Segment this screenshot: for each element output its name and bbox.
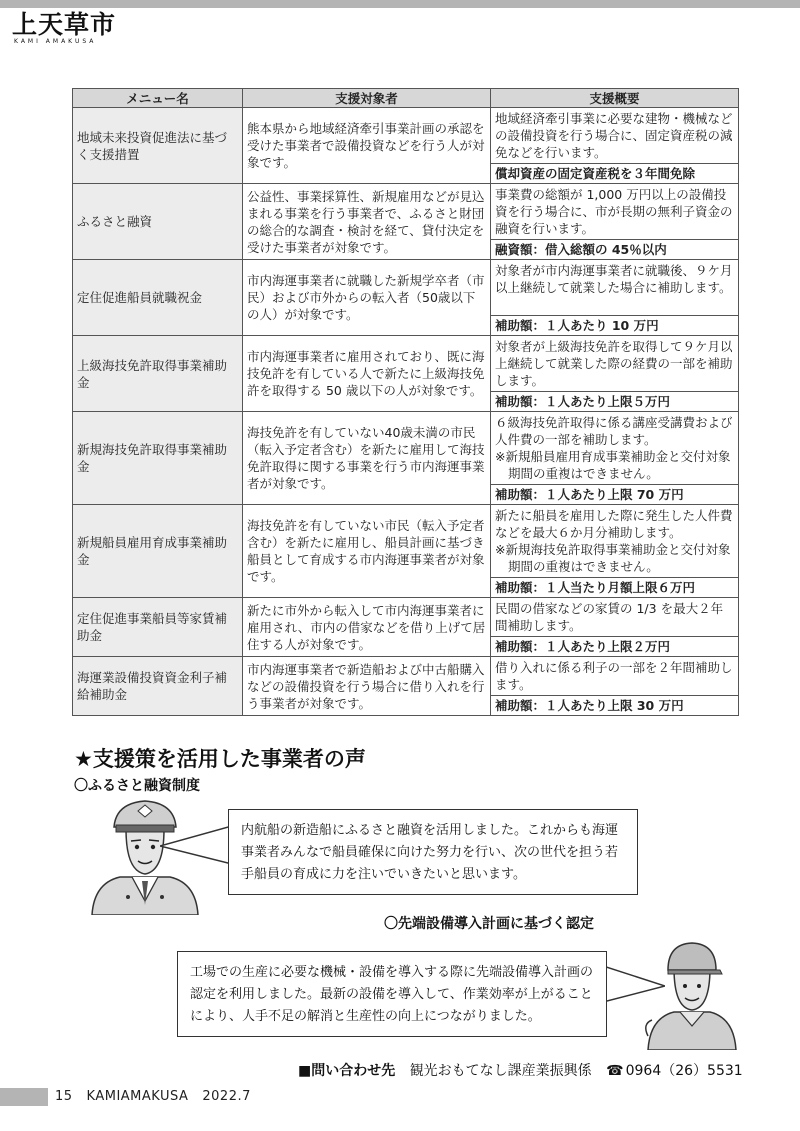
summary-text: 民間の借家などの家賃の 1/3 を最大２年間補助します。 bbox=[495, 601, 724, 633]
summary-note: ※新規海技免許取得事業補助金と交付対象期間の重複はできません。 bbox=[495, 542, 731, 574]
table-row bbox=[73, 657, 739, 696]
summary-cell bbox=[491, 505, 739, 578]
menu-name-cell: 地域未来投資促進法に基づく支援措置 bbox=[73, 108, 243, 184]
summary-text: 地域経済牽引事業に必要な建物・機械などの設備投資を行う場合に、固定資産税の減免などを行います。 bbox=[495, 111, 733, 160]
summary-cell bbox=[491, 260, 739, 316]
contact-label: ■問い合わせ先 bbox=[298, 1063, 396, 1079]
target-cell: 新たに市外から転入して市内海運事業者に雇用され、市内の借家などを借り上げて居住する人が対象です。 bbox=[243, 598, 491, 657]
speech-bubble-1 bbox=[228, 809, 638, 895]
target-cell: 市内海運事業者に雇用されており、既に海技免許を有している人で新たに上級海技免許を取得する 50 歳以下の人が対象です。 bbox=[243, 336, 491, 412]
amount-cell: 補助額：１人あたり上限 70 万円 bbox=[491, 485, 739, 505]
logo-sub-text: KAMI AMAKUSA bbox=[14, 38, 97, 45]
summary-text: 借り入れに係る利子の一部を２年間補助します。 bbox=[495, 660, 733, 692]
contact-info bbox=[298, 1060, 753, 1080]
menu-name-cell: 新規船員雇用育成事業補助金 bbox=[73, 505, 243, 598]
voices-section-title: ★支援策を活用した事業者の声 bbox=[74, 747, 366, 771]
support-menu-table bbox=[72, 88, 739, 716]
table-row bbox=[73, 598, 739, 637]
summary-text: 対象者が上級海技免許を取得して９ケ月以上継続して就業した際の経費の一部を補助します。 bbox=[495, 339, 733, 388]
table-row bbox=[73, 412, 739, 485]
speech-bubble-2 bbox=[177, 951, 607, 1037]
summary-text: 新たに船員を雇用した際に発生した人件費などを最大６か月分補助します。 bbox=[495, 508, 733, 540]
target-cell: 公益性、事業採算性、新規雇用などが見込まれる事業を行う事業者で、ふるさと財団の総合的な調査・検討を経て、貸付決定を受けた事業者が対象です。 bbox=[243, 184, 491, 260]
factory-worker-illustration bbox=[640, 940, 744, 1050]
table-row bbox=[73, 260, 739, 316]
target-cell: 海技免許を有していない40歳未満の市民（転入予定者含む）を新たに雇用して海技免許取得に関する事業を行う市内海運事業者が対象です。 bbox=[243, 412, 491, 505]
contact-phone: 0964（26）5531 bbox=[625, 1063, 743, 1079]
summary-cell bbox=[491, 336, 739, 392]
amount-cell: 融資額：借入総額の 45％以内 bbox=[491, 240, 739, 260]
summary-cell bbox=[491, 108, 739, 164]
summary-cell bbox=[491, 412, 739, 485]
top-bar bbox=[0, 0, 800, 8]
amount-cell: 補助額：１人当たり月額上限６万円 bbox=[491, 578, 739, 598]
footer bbox=[55, 1089, 265, 1104]
speech-bubble-tail bbox=[160, 820, 232, 870]
summary-text: 対象者が市内海運事業者に就職後、９ケ月以上継続して就業した場合に補助します。 bbox=[495, 263, 733, 295]
amount-cell: 補助額：１人あたり 10 万円 bbox=[491, 316, 739, 336]
voice1-quote: 内航船の新造船にふるさと融資を活用しました。これからも海運事業者みんなで船員確保に向けた努力を行い、次の世代を担う若手船員の育成に力を注いでいきたいと思います。 bbox=[241, 823, 619, 882]
contact-department: 観光おもてなし課産業振興係 bbox=[409, 1063, 592, 1079]
page-number: 15 bbox=[55, 1089, 73, 1104]
voice2-quote: 工場での生産に必要な機械・設備を導入する際に先端設備導入計画の認定を利用しました。最新の設備を導入して、作業効率が上がることにより、人手不足の解消と生産性の向上につながりました。 bbox=[190, 965, 594, 1024]
voice2-heading: 〇先端設備導入計画に基づく認定 bbox=[384, 916, 594, 932]
table-header-row bbox=[73, 89, 739, 108]
target-cell: 市内海運事業者に就職した新規学卒者（市民）および市外からの転入者（50歳以下の人）が対象です。 bbox=[243, 260, 491, 336]
footer-bar bbox=[0, 1088, 48, 1106]
summary-cell bbox=[491, 184, 739, 240]
target-cell: 海技免許を有していない市民（転入予定者含む）を新たに雇用し、船員計画に基づき船員として育成する市内海運事業者が対象です。 bbox=[243, 505, 491, 598]
amount-cell: 補助額：１人あたり上限 30 万円 bbox=[491, 696, 739, 716]
menu-name-cell: 定住促進事業船員等家賃補助金 bbox=[73, 598, 243, 657]
menu-name-cell: 海運業設備投資資金利子補給補助金 bbox=[73, 657, 243, 716]
summary-note: ※新規船員雇用育成事業補助金と交付対象期間の重複はできません。 bbox=[495, 449, 731, 481]
phone-icon: ☎ bbox=[606, 1063, 624, 1079]
column-header-menu: メニュー名 bbox=[73, 89, 243, 108]
column-header-summary: 支援概要 bbox=[491, 89, 739, 108]
summary-cell bbox=[491, 598, 739, 637]
column-header-target: 支援対象者 bbox=[243, 89, 491, 108]
summary-text: ６級海技免許取得に係る講座受講費および人件費の一部を補助します。 bbox=[495, 415, 733, 447]
amount-cell: 償却資産の固定資産税を３年間免除 bbox=[491, 164, 739, 184]
summary-text: 事業費の総額が 1,000 万円以上の設備投資を行う場合に、市が長期の無利子資金の融資を行います。 bbox=[495, 187, 733, 236]
issue-date: 2022.7 bbox=[202, 1089, 251, 1104]
table-row bbox=[73, 108, 739, 164]
logo bbox=[12, 12, 122, 48]
table-row bbox=[73, 184, 739, 240]
target-cell: 市内海運事業者で新造船および中古船購入などの設備投資を行う場合に借り入れを行う事業者が対象です。 bbox=[243, 657, 491, 716]
magazine-name: KAMIAMAKUSA bbox=[86, 1089, 189, 1104]
menu-name-cell: 上級海技免許取得事業補助金 bbox=[73, 336, 243, 412]
table-row bbox=[73, 505, 739, 578]
logo-main-text: 上天草市 bbox=[12, 10, 117, 39]
amount-cell: 補助額：１人あたり上限２万円 bbox=[491, 637, 739, 657]
voice1-heading: 〇ふるさと融資制度 bbox=[74, 778, 200, 794]
target-cell: 熊本県から地域経済牽引事業計画の承認を受けた事業者で設備投資などを行う人が対象です。 bbox=[243, 108, 491, 184]
menu-name-cell: 定住促進船員就職祝金 bbox=[73, 260, 243, 336]
table-row bbox=[73, 336, 739, 392]
menu-name-cell: 新規海技免許取得事業補助金 bbox=[73, 412, 243, 505]
menu-name-cell: ふるさと融資 bbox=[73, 184, 243, 260]
summary-cell bbox=[491, 657, 739, 696]
amount-cell: 補助額：１人あたり上限５万円 bbox=[491, 392, 739, 412]
